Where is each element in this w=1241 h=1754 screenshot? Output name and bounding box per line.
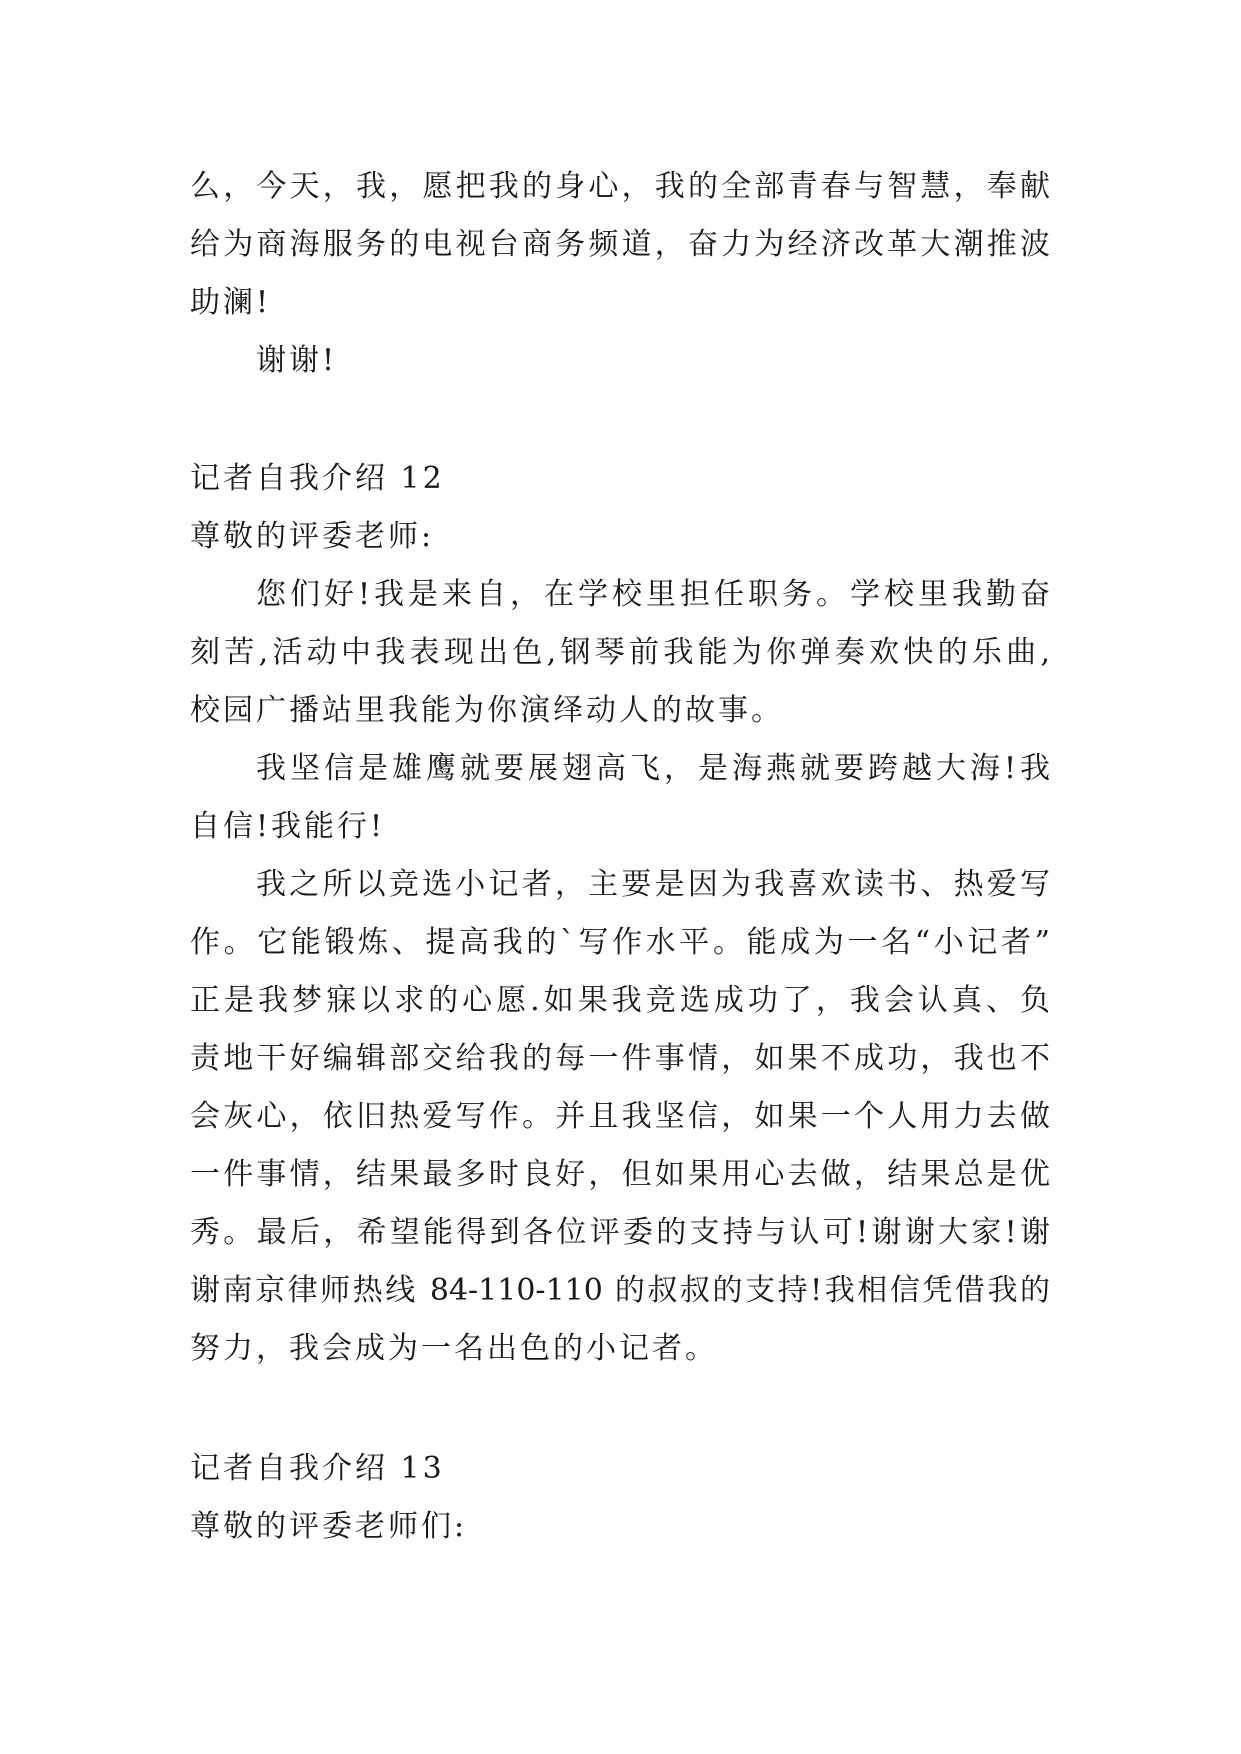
section-gap xyxy=(190,390,1050,450)
paragraph-line: 自信!我能行! xyxy=(190,809,386,844)
previous-section-ending xyxy=(190,158,1050,390)
paragraph-line: 责地干好编辑部交给我的每一件事情，如果不成功，我也不 xyxy=(190,1041,1050,1076)
paragraph-line: 您们好!我是来自，在学校里担任职务。学校里我勤奋 xyxy=(256,577,1050,612)
paragraph-line: 给为商海服务的电视台商务频道，奋力为经济改革大潮推波 xyxy=(190,227,1050,262)
paragraph-line: 么，今天，我，愿把我的身心，我的全部青春与智慧，奉献 xyxy=(190,169,1050,204)
paragraph-line: 正是我梦寐以求的心愿.如果我竞选成功了，我会认真、负 xyxy=(190,983,1050,1018)
paragraph-line: 努力，我会成为一名出色的小记者。 xyxy=(190,1331,718,1366)
section-gap xyxy=(190,1378,1050,1440)
paragraph-line: 助澜! xyxy=(190,285,272,320)
salutation: 尊敬的评委老师们: xyxy=(190,1509,468,1544)
section-13 xyxy=(190,1440,1050,1556)
section-title: 记者自我介绍 12 xyxy=(190,461,445,496)
paragraph-line: 会灰心，依旧热爱写作。并且我坚信，如果一个人用力去做 xyxy=(190,1099,1050,1134)
paragraph-line: 校园广播站里我能为你演绎动人的故事。 xyxy=(190,693,784,728)
paragraph-line: 秀。最后，希望能得到各位评委的支持与认可!谢谢大家!谢 xyxy=(190,1215,1050,1250)
paragraph-line: 一件事情，结果最多时良好，但如果用心去做，结果总是优 xyxy=(190,1157,1050,1192)
paragraph-line: 谢南京律师热线 84-110-110 的叔叔的支持!我相信凭借我的 xyxy=(190,1273,1050,1308)
section-12 xyxy=(190,450,1050,1378)
paragraph-line: 我坚信是雄鹰就要展翅高飞，是海燕就要跨越大海!我 xyxy=(256,751,1050,786)
paragraph-line: 我之所以竞选小记者，主要是因为我喜欢读书、热爱写 xyxy=(256,867,1050,902)
paragraph-line: 刻苦,活动中我表现出色,钢琴前我能为你弹奏欢快的乐曲, xyxy=(190,635,1050,670)
thanks-line: 谢谢! xyxy=(256,343,338,378)
section-title: 记者自我介绍 13 xyxy=(190,1451,445,1486)
document-page xyxy=(190,158,1050,1556)
salutation: 尊敬的评委老师: xyxy=(190,519,435,554)
paragraph-line: 作。它能锻炼、提高我的`写作水平。能成为一名“小记者” xyxy=(190,925,1050,960)
